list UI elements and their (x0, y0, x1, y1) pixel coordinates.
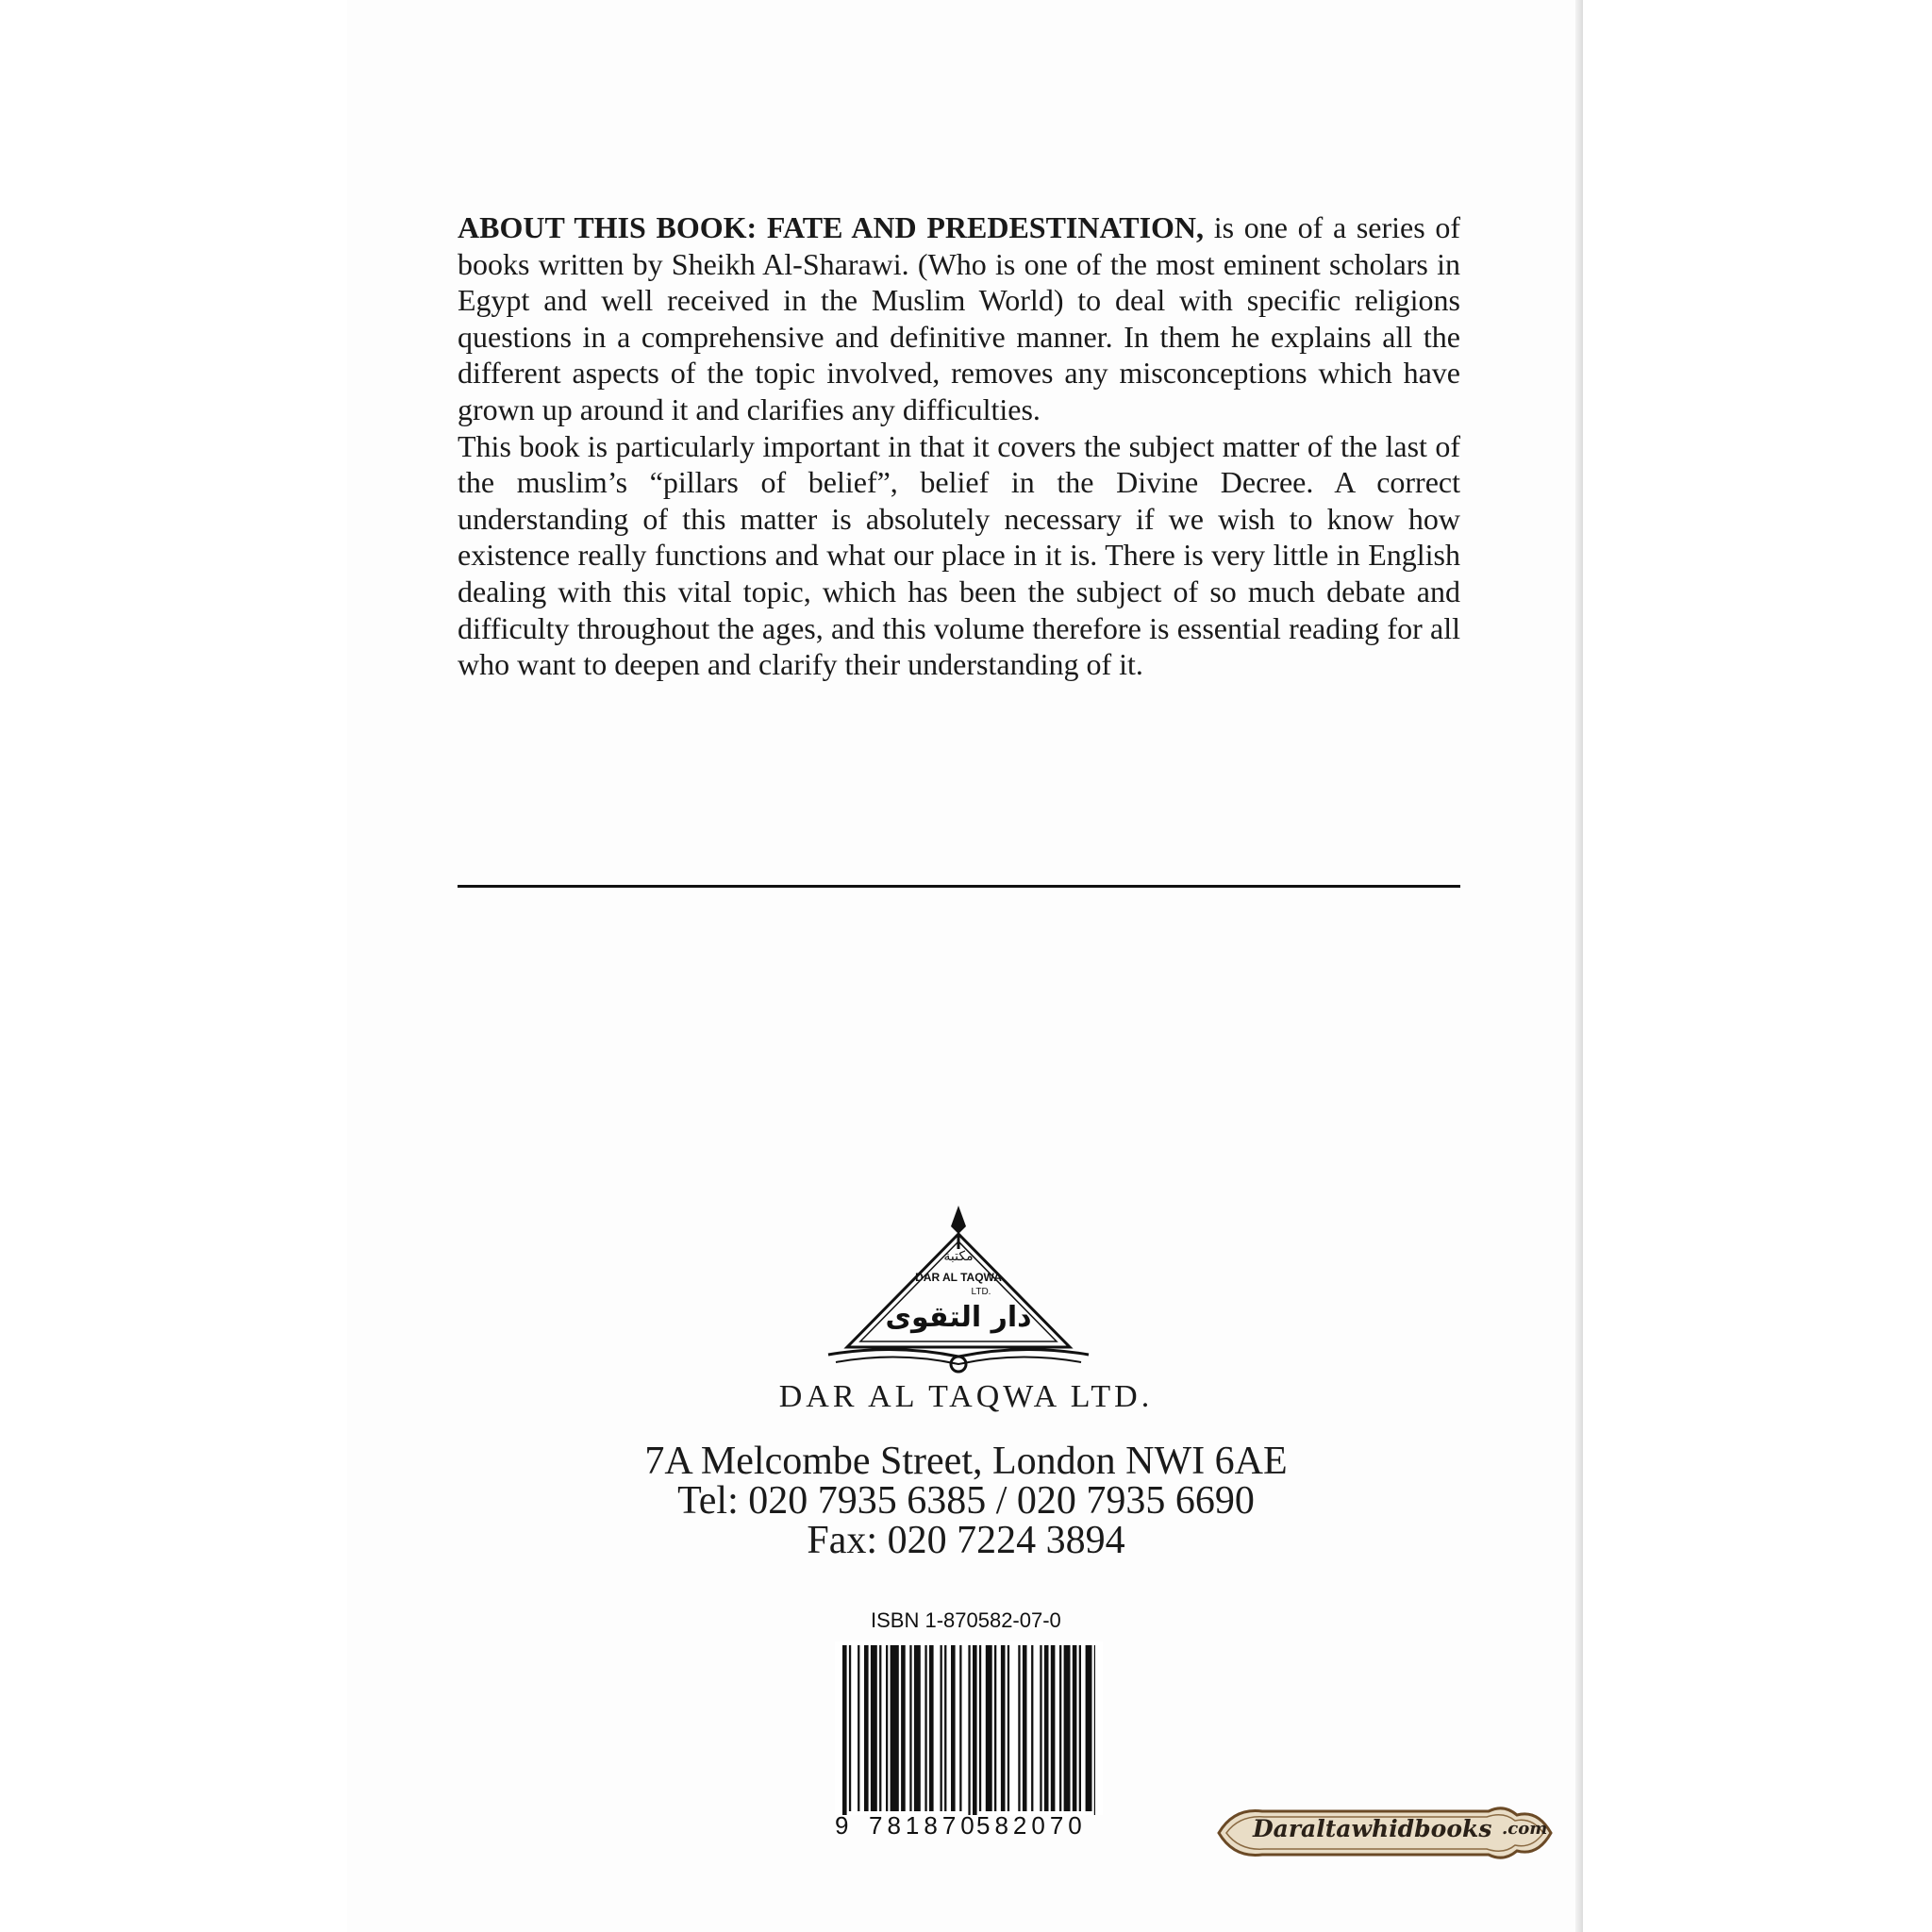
barcode-digit-lead: 9 (835, 1811, 849, 1840)
blurb (458, 209, 1460, 683)
isbn-label: ISBN 1-870582-07-0 (871, 1608, 1061, 1632)
barcode-bars (835, 1641, 1103, 1815)
barcode-digits-right: 582070 (976, 1811, 1087, 1840)
barcode-bar (1008, 1645, 1009, 1811)
barcode-bar (1023, 1645, 1027, 1811)
barcode-digits-left: 781870 (869, 1811, 979, 1840)
barcode-bar (986, 1645, 992, 1811)
barcode-bar (1073, 1645, 1077, 1811)
barcode-bar (864, 1645, 869, 1811)
barcode-bar (914, 1645, 921, 1811)
barcode-bar (871, 1645, 877, 1811)
pen-nib-icon (951, 1206, 966, 1234)
publisher-address-block (0, 1441, 1932, 1560)
publisher-logo (819, 1206, 1098, 1374)
blurb-paragraph-2: This book is particularly important in that it covers the subject matter of the last of the muslim’s “pillars of belief”, belief in the Divine Decree. A correct understanding of this matter is absolutely necessary if we wish to know how existence really functions and what our place in it is. There is very little in English dealing with this vital topic, which has been the subject of so much debate and difficulty throughout the ages, and this volume therefore is essential reading for all who want to deepen and clarify their understanding of it. (458, 428, 1460, 682)
logo-latin-name: DAR AL TAQWA (915, 1271, 1002, 1284)
publisher-name: DAR AL TAQWA LTD. (778, 1379, 1154, 1414)
logo-arabic-name: دار التقوى (885, 1301, 1032, 1334)
barcode-bar (1031, 1645, 1033, 1811)
barcode-bar (909, 1645, 911, 1811)
barcode-bar (951, 1645, 956, 1811)
publisher-address: 7A Melcombe Street, London NWI 6AE (644, 1440, 1288, 1483)
barcode-bar (1051, 1645, 1056, 1811)
barcode-bar (929, 1645, 934, 1811)
barcode-bar (1018, 1645, 1020, 1811)
watermark (1206, 1800, 1562, 1866)
barcode-bar (1064, 1645, 1071, 1811)
barcode-bar (858, 1645, 859, 1811)
barcode-bar (1059, 1645, 1061, 1811)
cover-edge (1575, 0, 1583, 1932)
blurb-heading: ABOUT THIS BOOK: FATE AND PREDESTINATION, (458, 210, 1205, 244)
barcode-bar (973, 1645, 977, 1815)
divider-rule (458, 885, 1460, 888)
barcode-bar (1044, 1645, 1049, 1811)
barcode-bar (994, 1645, 996, 1811)
watermark-suffix: .com (1502, 1819, 1548, 1839)
logo-ltd: LTD. (971, 1287, 991, 1297)
blurb-paragraph-1-text: is one of a series of books written by Sheikh Al-Sharawi. (Who is one of the most eminent scholars in Egypt and well received in the Muslim World) to deal with specific religions questions in a comprehensive and definitive manner. In them he explains all the different aspects of the topic involved, removes any misconceptions which have grown up around it and clarifies any difficulties. (458, 210, 1461, 426)
publisher-tel: Tel: 020 7935 6385 / 020 7935 6690 (677, 1479, 1255, 1523)
logo-arabic-top: مكتبة (943, 1249, 974, 1264)
barcode-bar (879, 1645, 881, 1811)
barcode (835, 1641, 1103, 1815)
barcode-bar (1079, 1645, 1081, 1811)
barcode-bar (944, 1645, 946, 1811)
barcode-bar (901, 1645, 906, 1811)
barcode-bar (842, 1645, 847, 1815)
barcode-bar (886, 1645, 888, 1811)
barcode-bar (941, 1645, 942, 1811)
barcode-bar (1001, 1645, 1006, 1811)
barcode-bar (924, 1645, 926, 1811)
barcode-bar (968, 1645, 970, 1815)
barcode-bar (959, 1645, 961, 1811)
watermark-text: Daraltawhidbooks (1253, 1815, 1492, 1842)
barcode-bar (1040, 1645, 1041, 1811)
barcode-bar (1094, 1645, 1095, 1815)
barcode-bar (979, 1645, 981, 1811)
barcode-bar (1086, 1645, 1092, 1811)
blurb-paragraph-1 (458, 209, 1460, 428)
barcode-bar (849, 1645, 851, 1811)
barcode-bar (891, 1645, 899, 1811)
publisher-fax: Fax: 020 7224 3894 (807, 1519, 1125, 1562)
